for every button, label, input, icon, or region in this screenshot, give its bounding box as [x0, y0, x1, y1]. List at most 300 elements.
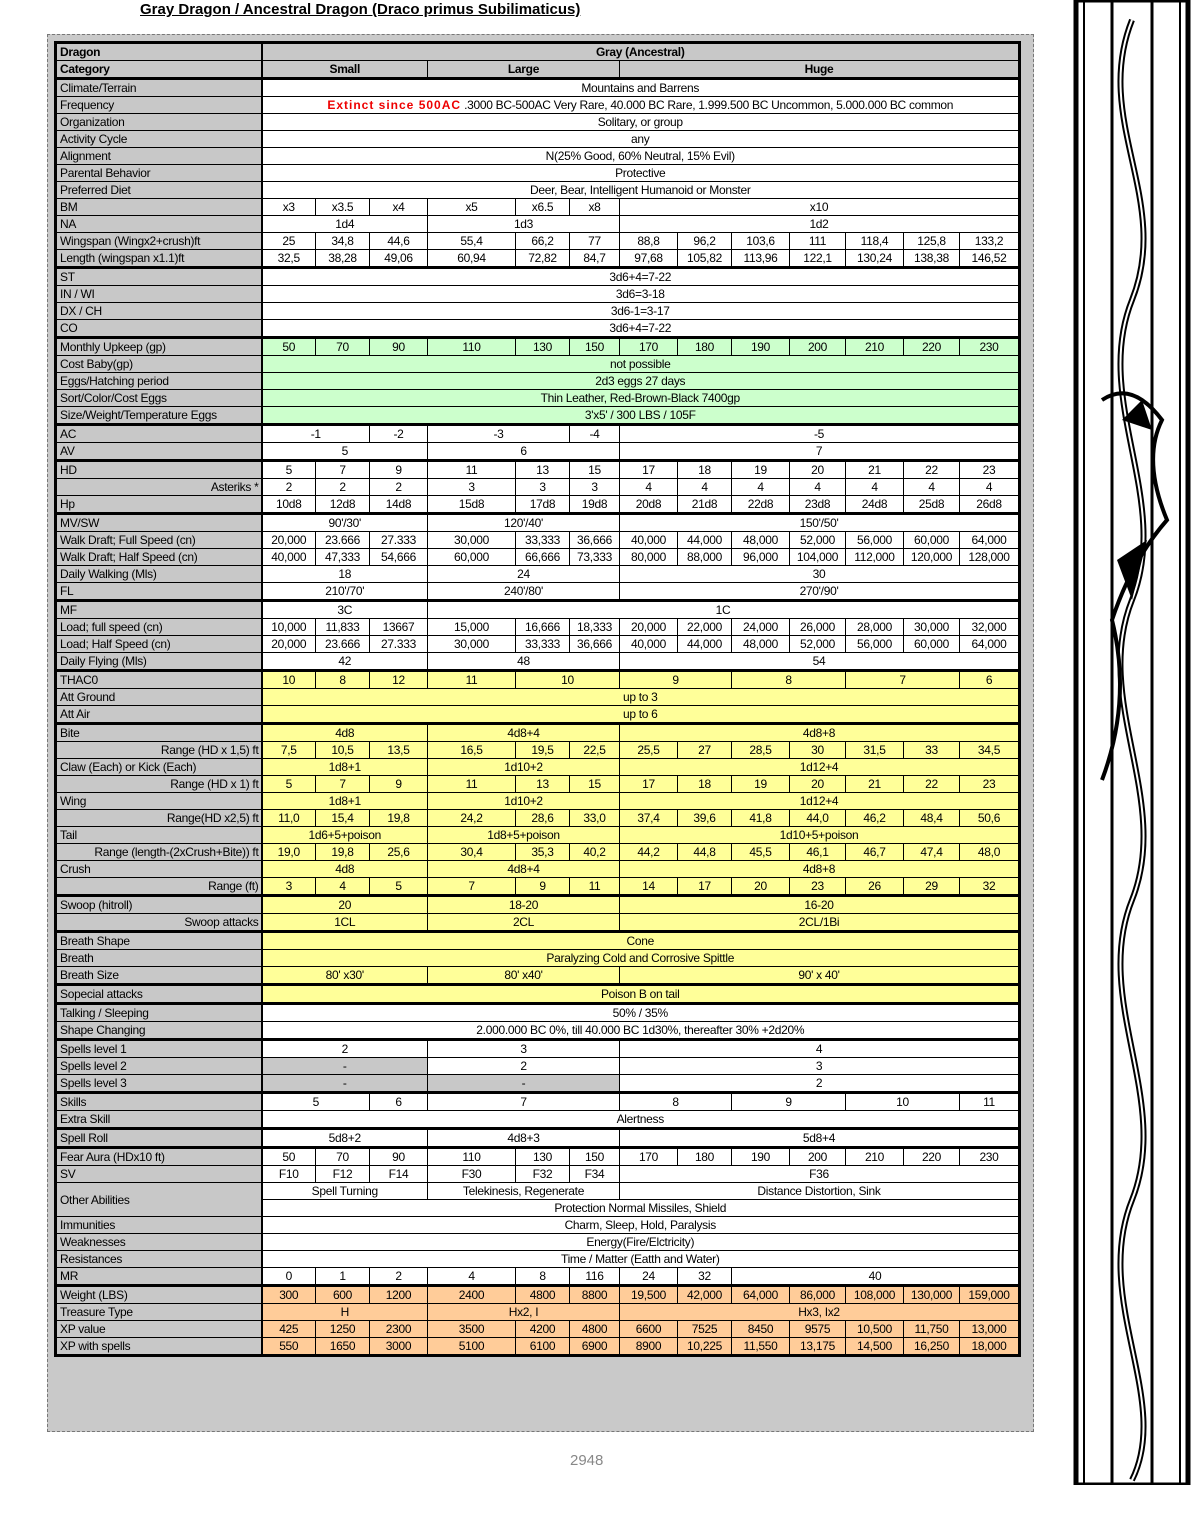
length-cell: 122,1: [790, 250, 846, 268]
wing-range-cell: 15,4: [316, 810, 370, 827]
category-huge: Huge: [620, 61, 1020, 79]
load-full-cell: 20,000: [620, 619, 678, 636]
weight-cell: 19,500: [620, 1286, 678, 1304]
wingspan-cell: 88,8: [620, 233, 678, 250]
xp-spells-cell: 5100: [428, 1338, 516, 1356]
row-spell-roll: [56, 1129, 1020, 1148]
label-thac0: THAC0: [56, 671, 262, 689]
hp-cell: 25d8: [904, 496, 960, 514]
bite-range-cell: 7,5: [262, 742, 316, 759]
wing-range-cell: 33,0: [570, 810, 620, 827]
hp-cell: 10d8: [262, 496, 316, 514]
bm-cell: x5: [428, 199, 516, 216]
load-half-cell: 40,000: [620, 636, 678, 653]
row-xp: [56, 1321, 1020, 1338]
row-immunities: [56, 1217, 1020, 1234]
swoop-attacks-cell: 2CL: [428, 914, 620, 932]
wingspan-cell: 111: [790, 233, 846, 250]
fear-cell: 70: [316, 1148, 370, 1166]
load-half-cell: 20,000: [262, 636, 316, 653]
tail-range-cell: 40,2: [570, 844, 620, 861]
wing-cell: 1d10+2: [428, 793, 620, 810]
xp-spells-cell: 13,175: [790, 1338, 846, 1356]
mv-cell: 90'/30': [262, 514, 428, 532]
xp-spells-cell: 1650: [316, 1338, 370, 1356]
hp-cell: 20d8: [620, 496, 678, 514]
claw-range-cell: 20: [790, 776, 846, 793]
fl-cell: 210'/70': [262, 583, 428, 601]
length-cell: 130,24: [846, 250, 904, 268]
label-climate: Climate/Terrain: [56, 79, 262, 97]
tail-range-cell: 19,8: [316, 844, 370, 861]
asteriks-cell: 3: [516, 479, 570, 496]
bite-range-cell: 13,5: [370, 742, 428, 759]
hp-cell: 15d8: [428, 496, 516, 514]
wingspan-cell: 25: [262, 233, 316, 250]
bite-range-cell: 30: [790, 742, 846, 759]
walk-full-cell: 40,000: [620, 532, 678, 549]
value-co: 3d6+4=7-22: [262, 320, 1020, 338]
label-wing-range: Range(HD x2,5) ft: [56, 810, 262, 827]
upkeep-cell: 230: [960, 338, 1020, 356]
load-full-cell: 22,000: [678, 619, 732, 636]
row-co: [56, 320, 1020, 338]
thac0-cell: 10: [516, 671, 620, 689]
row-swoop-attacks: [56, 914, 1020, 932]
crush-range-cell: 14: [620, 878, 678, 896]
mv-cell: 150'/50': [620, 514, 1020, 532]
bite-cell: 4d8+4: [428, 724, 620, 742]
crush-range-cell: 11: [570, 878, 620, 896]
label-st: ST: [56, 268, 262, 286]
row-crush-range: [56, 878, 1020, 896]
walk-half-cell: 54,666: [370, 549, 428, 566]
label-swoop: Swoop (hitroll): [56, 896, 262, 914]
load-full-cell: 18,333: [570, 619, 620, 636]
row-hd: [56, 461, 1020, 479]
walk-half-cell: 88,000: [678, 549, 732, 566]
row-alignment: [56, 148, 1020, 165]
walk-half-cell: 96,000: [732, 549, 790, 566]
hd-cell: 20: [790, 461, 846, 479]
label-mv: MV/SW: [56, 514, 262, 532]
ac-cell: -5: [620, 425, 1020, 443]
value-shape-changing: 2.000.000 BC 0%, till 40.000 BC 1d30%, thereafter 30% +2d20%: [262, 1022, 1020, 1040]
hd-cell: 7: [316, 461, 370, 479]
value-parental: Protective: [262, 165, 1020, 182]
label-av: AV: [56, 443, 262, 461]
mr-cell: 1: [316, 1268, 370, 1286]
label-hp: Hp: [56, 496, 262, 514]
spell-roll-cell: 4d8+3: [428, 1129, 620, 1148]
bite-range-cell: 22,5: [570, 742, 620, 759]
asteriks-cell: 4: [960, 479, 1020, 496]
row-parental: [56, 165, 1020, 182]
label-claw: Claw (Each) or Kick (Each): [56, 759, 262, 776]
crush-cell: 4d8+4: [428, 861, 620, 878]
length-cell: 60,94: [428, 250, 516, 268]
xp-cell: 13,000: [960, 1321, 1020, 1338]
frequency-detail: .3000 BC-500AC Very Rare, 40.000 BC Rare, 1.999.500 BC Uncommon, 5.000.000 BC common: [464, 98, 954, 112]
row-load-full: [56, 619, 1020, 636]
weight-cell: 1200: [370, 1286, 428, 1304]
na-cell: 1d4: [262, 216, 428, 233]
walk-half-cell: 73,333: [570, 549, 620, 566]
label-tail-range: Range (length-(2xCrush+Bite)) ft: [56, 844, 262, 861]
row-asteriks: [56, 479, 1020, 496]
breath-size-cell: 90' x 40': [620, 967, 1020, 985]
value-diet: Deer, Bear, Intelligent Humanoid or Monster: [262, 182, 1020, 199]
mr-cell: 40: [732, 1268, 1020, 1286]
xp-cell: 7525: [678, 1321, 732, 1338]
label-extra-skill: Extra Skill: [56, 1111, 262, 1129]
fear-cell: 170: [620, 1148, 678, 1166]
load-full-cell: 15,000: [428, 619, 516, 636]
xp-cell: 3500: [428, 1321, 516, 1338]
mr-cell: 116: [570, 1268, 620, 1286]
hd-cell: 19: [732, 461, 790, 479]
skills-cell: 6: [370, 1093, 428, 1111]
wing-range-cell: 39,6: [678, 810, 732, 827]
value-activity: any: [262, 131, 1020, 148]
upkeep-cell: 220: [904, 338, 960, 356]
load-full-cell: 24,000: [732, 619, 790, 636]
label-spells1: Spells level 1: [56, 1040, 262, 1058]
load-half-cell: 44,000: [678, 636, 732, 653]
fear-cell: 200: [790, 1148, 846, 1166]
xp-spells-cell: 8900: [620, 1338, 678, 1356]
row-hatching: [56, 373, 1020, 390]
load-full-cell: 11,833: [316, 619, 370, 636]
label-activity: Activity Cycle: [56, 131, 262, 148]
bm-cell: x6.5: [516, 199, 570, 216]
label-alignment: Alignment: [56, 148, 262, 165]
bm-cell: x4: [370, 199, 428, 216]
row-att-air: [56, 706, 1020, 724]
av-cell: 6: [428, 443, 620, 461]
claw-cell: 1d8+1: [262, 759, 428, 776]
hd-cell: 22: [904, 461, 960, 479]
claw-range-cell: 15: [570, 776, 620, 793]
daily-fly-cell: 48: [428, 653, 620, 671]
category-small: Small: [262, 61, 428, 79]
other-abilities-cell: Telekinesis, Regenerate: [428, 1183, 620, 1200]
tail-range-cell: 48,0: [960, 844, 1020, 861]
label-organization: Organization: [56, 114, 262, 131]
label-resistances: Resistances: [56, 1251, 262, 1268]
walk-half-cell: 128,000: [960, 549, 1020, 566]
label-ac: AC: [56, 425, 262, 443]
walk-half-cell: 120,000: [904, 549, 960, 566]
bite-range-cell: 31,5: [846, 742, 904, 759]
hp-cell: 26d8: [960, 496, 1020, 514]
label-dx: DX / CH: [56, 303, 262, 320]
value-dragon: Gray (Ancestral): [262, 43, 1020, 61]
wing-range-cell: 37,4: [620, 810, 678, 827]
row-bite: [56, 724, 1020, 742]
walk-full-cell: 27.333: [370, 532, 428, 549]
daily-walk-cell: 24: [428, 566, 620, 583]
label-fl: FL: [56, 583, 262, 601]
load-half-cell: 23.666: [316, 636, 370, 653]
bm-cell: x3.5: [316, 199, 370, 216]
wingspan-cell: 103,6: [732, 233, 790, 250]
claw-range-cell: 13: [516, 776, 570, 793]
spells1-cell: 4: [620, 1040, 1020, 1058]
row-tail: [56, 827, 1020, 844]
fear-cell: 130: [516, 1148, 570, 1166]
label-parental: Parental Behavior: [56, 165, 262, 182]
claw-range-cell: 19: [732, 776, 790, 793]
xp-cell: 2300: [370, 1321, 428, 1338]
crush-cell: 4d8: [262, 861, 428, 878]
wing-range-cell: 11,0: [262, 810, 316, 827]
walk-full-cell: 52,000: [790, 532, 846, 549]
spells2-cell: 2: [428, 1058, 620, 1075]
load-full-cell: 28,000: [846, 619, 904, 636]
tail-range-cell: 45,5: [732, 844, 790, 861]
treasure-type-cell: Hx2, I: [428, 1304, 620, 1321]
wingspan-cell: 55,4: [428, 233, 516, 250]
label-att-air: Att Air: [56, 706, 262, 724]
hp-cell: 14d8: [370, 496, 428, 514]
hp-cell: 19d8: [570, 496, 620, 514]
swoop-attacks-cell: 2CL/1Bi: [620, 914, 1020, 932]
tail-cell: 1d10+5+poison: [620, 827, 1020, 844]
upkeep-cell: 180: [678, 338, 732, 356]
walk-half-cell: 80,000: [620, 549, 678, 566]
weight-cell: 159,000: [960, 1286, 1020, 1304]
tail-range-cell: 19,0: [262, 844, 316, 861]
claw-cell: 1d10+2: [428, 759, 620, 776]
label-egg-size: Size/Weight/Temperature Eggs: [56, 407, 262, 425]
bite-range-cell: 33: [904, 742, 960, 759]
sv-cell: F36: [620, 1166, 1020, 1183]
other-abilities-cell: Distance Distortion, Sink: [620, 1183, 1020, 1200]
label-treasure-type: Treasure Type: [56, 1304, 262, 1321]
row-claw: [56, 759, 1020, 776]
swoop-cell: 18-20: [428, 896, 620, 914]
crush-range-cell: 26: [846, 878, 904, 896]
label-special: Sopecial attacks: [56, 985, 262, 1004]
breath-size-cell: 80' x30': [262, 967, 428, 985]
tail-range-cell: 46,1: [790, 844, 846, 861]
xp-cell: 9575: [790, 1321, 846, 1338]
ac-cell: -2: [370, 425, 428, 443]
hd-cell: 5: [262, 461, 316, 479]
asteriks-cell: 4: [790, 479, 846, 496]
row-dx: [56, 303, 1020, 320]
claw-cell: 1d12+4: [620, 759, 1020, 776]
upkeep-cell: 70: [316, 338, 370, 356]
walk-half-cell: 104,000: [790, 549, 846, 566]
label-daily-walk: Daily Walking (Mls): [56, 566, 262, 583]
sv-cell: F32: [516, 1166, 570, 1183]
row-in: [56, 286, 1020, 303]
claw-range-cell: 18: [678, 776, 732, 793]
asteriks-cell: 2: [370, 479, 428, 496]
other-abilities-cell: Spell Turning: [262, 1183, 428, 1200]
mr-cell: 2: [370, 1268, 428, 1286]
spell-roll-cell: 5d8+4: [620, 1129, 1020, 1148]
label-daily-fly: Daily Flying (Mls): [56, 653, 262, 671]
row-climate: [56, 79, 1020, 97]
skills-cell: 10: [846, 1093, 960, 1111]
weight-cell: 42,000: [678, 1286, 732, 1304]
label-na: NA: [56, 216, 262, 233]
asteriks-cell: 3: [570, 479, 620, 496]
value-egg-size: 3'x5' / 300 LBS / 105F: [262, 407, 1020, 425]
row-walk-full: [56, 532, 1020, 549]
upkeep-cell: 210: [846, 338, 904, 356]
value-weaknesses: Energy(Fire/Elctricity): [262, 1234, 1020, 1251]
na-cell: 1d3: [428, 216, 620, 233]
upkeep-cell: 150: [570, 338, 620, 356]
hp-cell: 17d8: [516, 496, 570, 514]
row-fear: [56, 1148, 1020, 1166]
row-weaknesses: [56, 1234, 1020, 1251]
thac0-cell: 11: [428, 671, 516, 689]
row-breath-shape: [56, 932, 1020, 950]
label-fear: Fear Aura (HDx10 ft): [56, 1148, 262, 1166]
asteriks-cell: 4: [678, 479, 732, 496]
weight-cell: 64,000: [732, 1286, 790, 1304]
upkeep-cell: 90: [370, 338, 428, 356]
crush-range-cell: 4: [316, 878, 370, 896]
row-sv: [56, 1166, 1020, 1183]
wing-range-cell: 41,8: [732, 810, 790, 827]
row-extra-skill: [56, 1111, 1020, 1129]
xp-spells-cell: 6100: [516, 1338, 570, 1356]
row-att-ground: [56, 689, 1020, 706]
value-egg-sort: Thin Leather, Red-Brown-Black 7400gp: [262, 390, 1020, 407]
load-half-cell: 64,000: [960, 636, 1020, 653]
walk-full-cell: 33,333: [516, 532, 570, 549]
sv-cell: F12: [316, 1166, 370, 1183]
row-crush: [56, 861, 1020, 878]
row-daily-fly: [56, 653, 1020, 671]
label-att-ground: Att Ground: [56, 689, 262, 706]
bite-range-cell: 27: [678, 742, 732, 759]
row-ac: [56, 425, 1020, 443]
crush-range-cell: 3: [262, 878, 316, 896]
label-asteriks: Asteriks *: [56, 479, 262, 496]
weight-cell: 600: [316, 1286, 370, 1304]
label-hatching: Eggs/Hatching period: [56, 373, 262, 390]
row-xp-spells: [56, 1338, 1020, 1356]
label-breath: Breath: [56, 950, 262, 967]
length-cell: 146,52: [960, 250, 1020, 268]
label-walk-full: Walk Draft; Full Speed (cn): [56, 532, 262, 549]
spells3-cell: -: [428, 1075, 620, 1093]
value-frequency: [262, 97, 1020, 114]
claw-range-cell: 21: [846, 776, 904, 793]
claw-range-cell: 11: [428, 776, 516, 793]
wingspan-cell: 125,8: [904, 233, 960, 250]
stat-table: [54, 41, 1021, 1357]
skills-cell: 11: [960, 1093, 1020, 1111]
label-load-full: Load; full speed (cn): [56, 619, 262, 636]
label-spells2: Spells level 2: [56, 1058, 262, 1075]
value-other-abilities-2: Protection Normal Missiles, Shield: [262, 1200, 1020, 1217]
tail-range-cell: 35,3: [516, 844, 570, 861]
load-half-cell: 33,333: [516, 636, 570, 653]
asteriks-cell: 4: [904, 479, 960, 496]
wing-range-cell: 50,6: [960, 810, 1020, 827]
label-breath-shape: Breath Shape: [56, 932, 262, 950]
swoop-attacks-cell: 1CL: [262, 914, 428, 932]
xp-spells-cell: 11,550: [732, 1338, 790, 1356]
claw-range-cell: 23: [960, 776, 1020, 793]
skills-cell: 7: [428, 1093, 620, 1111]
label-sv: SV: [56, 1166, 262, 1183]
row-av: [56, 443, 1020, 461]
value-att-ground: up to 3: [262, 689, 1020, 706]
mr-cell: 0: [262, 1268, 316, 1286]
weight-cell: 300: [262, 1286, 316, 1304]
wingspan-cell: 66,2: [516, 233, 570, 250]
bite-range-cell: 10,5: [316, 742, 370, 759]
label-other-abilities: Other Abilities: [56, 1183, 262, 1217]
daily-fly-cell: 42: [262, 653, 428, 671]
walk-full-cell: 23.666: [316, 532, 370, 549]
load-full-cell: 26,000: [790, 619, 846, 636]
xp-cell: 1250: [316, 1321, 370, 1338]
wingspan-cell: 44,6: [370, 233, 428, 250]
tail-cell: 1d6+5+poison: [262, 827, 428, 844]
row-spells1: [56, 1040, 1020, 1058]
daily-fly-cell: 54: [620, 653, 1020, 671]
label-weaknesses: Weaknesses: [56, 1234, 262, 1251]
label-swoop-attacks: Swoop attacks: [56, 914, 262, 932]
fear-cell: 180: [678, 1148, 732, 1166]
label-frequency: Frequency: [56, 97, 262, 114]
value-resistances: Time / Matter (Eatth and Water): [262, 1251, 1020, 1268]
crush-cell: 4d8+8: [620, 861, 1020, 878]
row-skills: [56, 1093, 1020, 1111]
claw-range-cell: 5: [262, 776, 316, 793]
thac0-cell: 7: [846, 671, 960, 689]
row-category: [56, 61, 1020, 79]
load-full-cell: 10,000: [262, 619, 316, 636]
label-egg-sort: Sort/Color/Cost Eggs: [56, 390, 262, 407]
av-cell: 7: [620, 443, 1020, 461]
crush-range-cell: 7: [428, 878, 516, 896]
bite-range-cell: 34,5: [960, 742, 1020, 759]
hd-cell: 11: [428, 461, 516, 479]
fear-cell: 150: [570, 1148, 620, 1166]
label-mr: MR: [56, 1268, 262, 1286]
xp-cell: 425: [262, 1321, 316, 1338]
wing-range-cell: 48,4: [904, 810, 960, 827]
walk-half-cell: 47,333: [316, 549, 370, 566]
value-special: Poison B on tail: [262, 985, 1020, 1004]
label-bite: Bite: [56, 724, 262, 742]
hp-cell: 12d8: [316, 496, 370, 514]
row-daily-walk: [56, 566, 1020, 583]
label-bm: BM: [56, 199, 262, 216]
bite-cell: 4d8: [262, 724, 428, 742]
row-bm: [56, 199, 1020, 216]
weight-cell: 2400: [428, 1286, 516, 1304]
thac0-cell: 12: [370, 671, 428, 689]
length-cell: 138,38: [904, 250, 960, 268]
label-spells3: Spells level 3: [56, 1075, 262, 1093]
row-claw-range: [56, 776, 1020, 793]
upkeep-cell: 50: [262, 338, 316, 356]
load-half-cell: 56,000: [846, 636, 904, 653]
row-treasure-type: [56, 1304, 1020, 1321]
